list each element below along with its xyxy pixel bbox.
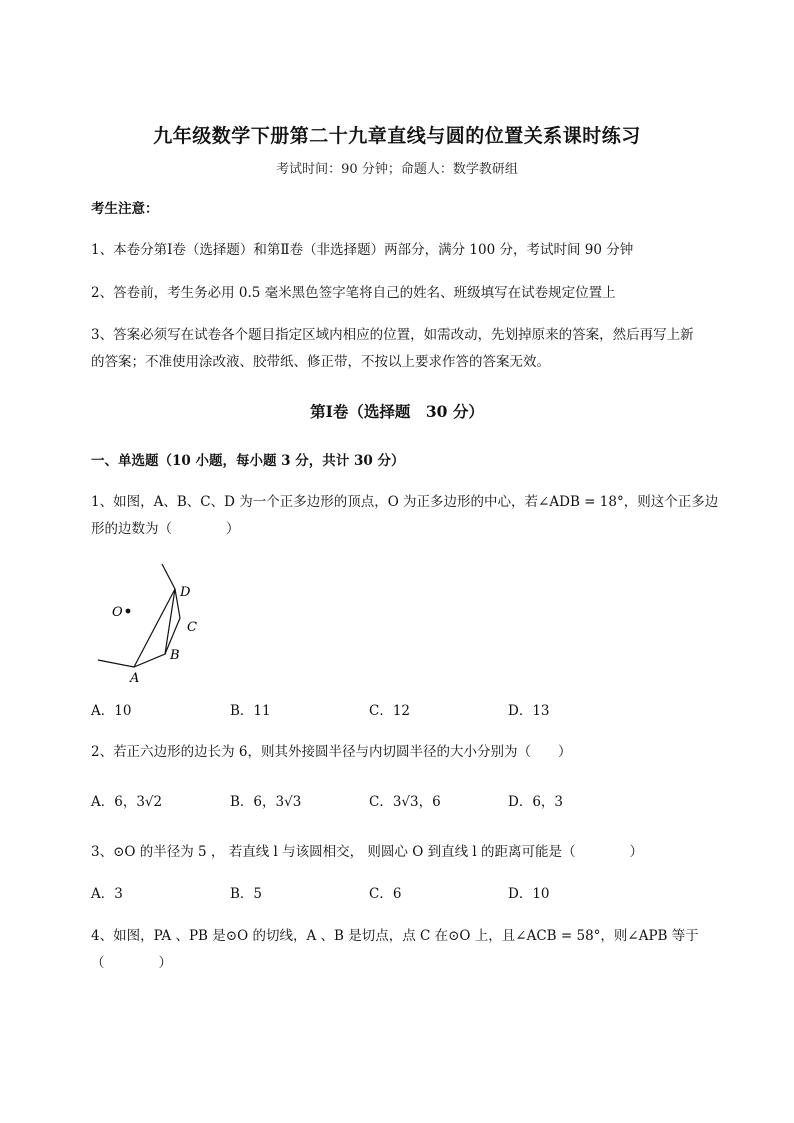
page-title: 九年级数学下册第二十九章直线与圆的位置关系课时练习 (153, 125, 641, 147)
question-1-figure (92, 560, 222, 685)
q3-option-b[interactable]: B．5 (230, 886, 263, 902)
center-point (126, 609, 131, 614)
question-4-line2: （ ） (91, 955, 172, 971)
q2-option-d[interactable]: D．6，3 (508, 794, 564, 810)
notice-item-1: 1、本卷分第Ⅰ卷（选择题）和第Ⅱ卷（非选择题）两部分，满分 100 分，考试时间 90 分钟 (91, 242, 634, 258)
polygon-diagram (92, 560, 222, 685)
question-3-line1: 3、⊙O 的半径为 5 ， 若直线 l 与该圆相交， 则圆心 O 到直线 l 的距离可能是（ ） (91, 844, 643, 860)
q1-option-a[interactable]: A．10 (91, 703, 132, 719)
notice-item-3-line1: 3、答案必须写在试卷各个题目指定区域内相应的位置，如需改动，先划掉原来的答案，然后再写上新 (91, 327, 694, 343)
label-d: D (180, 585, 191, 600)
question-1-line1: 1、如图，A、B、C、D 为一个正多边形的顶点，O 为正多边形的中心，若∠ADB = 18°，则这个正多边 (91, 494, 719, 510)
question-2-line1: 2、若正六边形的边长为 6，则其外接圆半径与内切圆半径的大小分别为（ ） (91, 744, 572, 760)
label-b: B (170, 648, 180, 663)
exam-subtitle: 考试时间：90 分钟；命题人：数学教研组 (276, 162, 518, 177)
label-o: O (112, 605, 123, 620)
polygon-edges (98, 564, 180, 667)
q1-option-c[interactable]: C．12 (369, 703, 411, 719)
q3-option-a[interactable]: A．3 (91, 886, 123, 902)
q3-option-d[interactable]: D．10 (508, 886, 550, 902)
label-a: A (130, 671, 140, 685)
notice-heading: 考生注意： (91, 201, 159, 217)
q2-option-c[interactable]: C．3√3，6 (369, 794, 441, 810)
question-4-line1: 4、如图，PA 、PB 是⊙O 的切线，A 、B 是切点，点 C 在⊙O 上，且∠ACB = 58°，则∠APB 等于 (91, 928, 699, 944)
q1-option-b[interactable]: B．11 (230, 703, 271, 719)
notice-item-2: 2、答卷前，考生务必用 0.5 毫米黑色签字笔将自己的姓名、班级填写在试卷规定位置上 (91, 285, 616, 301)
q3-option-c[interactable]: C．6 (369, 886, 402, 902)
question-1-line2: 形的边数为（ ） (91, 521, 240, 537)
section-title: 第Ⅰ卷（选择题 30 分） (310, 402, 484, 421)
notice-item-3-line2: 的答案；不准使用涂改液、胶带纸、修正带，不按以上要求作答的答案无效。 (91, 354, 550, 370)
q2-option-a[interactable]: A．6，3√2 (91, 794, 163, 810)
q2-option-b[interactable]: B．6，3√3 (230, 794, 302, 810)
q1-option-d[interactable]: D．13 (508, 703, 550, 719)
part-heading: 一、单选题（10 小题，每小题 3 分，共计 30 分） (91, 453, 405, 469)
label-c: C (187, 620, 197, 635)
